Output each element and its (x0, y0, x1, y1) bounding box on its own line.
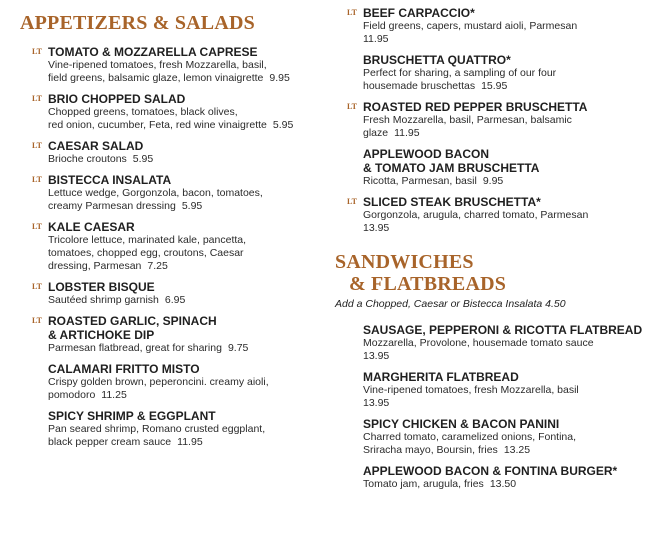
menu-item (335, 6, 645, 46)
item-price: 13.50 (489, 478, 517, 490)
appetizer-list (20, 45, 320, 449)
item-price: 9.95 (482, 175, 504, 187)
item-name: APPLEWOOD BACON & FONTINA BURGER* (363, 464, 618, 478)
item-name: LOBSTER BISQUE (48, 280, 155, 294)
item-description-text: tomatoes, chopped egg, croutons, Caesar (48, 247, 244, 259)
item-description (48, 187, 320, 200)
item-description (363, 127, 645, 140)
item-description (48, 59, 320, 72)
lt-marker: LT (32, 316, 42, 325)
item-description (363, 175, 645, 188)
item-description (48, 72, 320, 85)
item-price: 9.95 (269, 72, 290, 84)
item-description-text: Perfect for sharing, a sampling of our four (363, 67, 557, 79)
lt-marker: LT (347, 197, 357, 206)
item-description-text: Chopped greens, tomatoes, black olives, (48, 106, 238, 118)
item-description-text: black pepper cream sauce (48, 436, 172, 448)
menu-item (20, 362, 320, 402)
item-description-text: Brioche croutons (48, 153, 127, 165)
item-description-text: Sautéed shrimp garnish (48, 294, 159, 306)
item-name: SLICED STEAK BRUSCHETTA* (363, 195, 541, 209)
item-price: 5.95 (181, 200, 203, 212)
item-price: 13.95 (363, 222, 390, 234)
item-name: CAESAR SALAD (48, 139, 144, 153)
section-title-appetizers: APPETIZERS & SALADS (20, 12, 255, 34)
menu-item (335, 147, 645, 188)
item-description (48, 200, 320, 213)
item-description-text: Mozzarella, Provolone, housemade tomato sauce (363, 337, 594, 349)
menu-item (20, 45, 320, 85)
item-price: 11.25 (101, 389, 127, 401)
item-description (363, 384, 645, 397)
menu-item (20, 92, 320, 132)
add-salad-note: Add a Chopped, Caesar or Bistecca Insalata 4.50 (335, 298, 566, 310)
lt-marker: LT (32, 175, 42, 184)
item-description (363, 80, 645, 93)
item-name: BRIO CHOPPED SALAD (48, 92, 186, 106)
item-description-text: Sriracha mayo, Boursin, fries (363, 444, 498, 456)
item-description (363, 478, 645, 491)
menu-item (335, 53, 645, 93)
item-name: SPICY SHRIMP & EGGPLANT (48, 409, 216, 423)
item-description-text: creamy Parmesan dressing (48, 200, 176, 212)
lt-marker: LT (32, 47, 42, 56)
item-description-text: housemade bruschettas (363, 80, 476, 92)
item-price: 13.95 (363, 397, 390, 409)
item-description-text: Charred tomato, caramelized onions, Fontina, (363, 431, 577, 443)
item-name: & ARTICHOKE DIP (48, 328, 155, 342)
item-price: 9.75 (227, 342, 249, 354)
item-description (48, 247, 320, 260)
item-description-text: Parmesan flatbread, great for sharing (48, 342, 222, 354)
item-name: SAUSAGE, PEPPERONI & RICOTTA FLATBREAD (363, 323, 643, 337)
item-price: 13.95 (363, 350, 390, 362)
item-description-text: Ricotta, Parmesan, basil (363, 175, 477, 187)
menu-item (335, 370, 645, 410)
menu-item (20, 173, 320, 213)
item-description-text: Pan seared shrimp, Romano crusted eggplant, (48, 423, 266, 435)
lt-marker: LT (32, 282, 42, 291)
item-description (363, 114, 645, 127)
lt-marker: LT (32, 94, 42, 103)
item-description-text: Vine-ripened tomatoes, fresh Mozzarella, basil (363, 384, 579, 396)
left-column (20, 12, 320, 456)
sandwich-list (335, 323, 645, 491)
section-title-line: & FLATBREADS (349, 273, 507, 295)
item-description-text: Crispy golden brown, peperoncini. creamy aioli, (48, 376, 269, 388)
item-price: 5.95 (132, 153, 154, 165)
section-title-line: SANDWICHES (335, 251, 474, 273)
item-price: 11.95 (177, 436, 203, 448)
item-description-text: Field greens, capers, mustard aioli, Parmesan (363, 20, 578, 32)
right-column (335, 6, 645, 498)
item-description (48, 294, 320, 307)
item-name: TOMATO & MOZZARELLA CAPRESE (48, 45, 258, 59)
menu-item (20, 280, 320, 307)
item-description-text: field greens, balsamic glaze, lemon vinaigrette (48, 72, 264, 84)
item-description (363, 67, 645, 80)
lt-marker: LT (32, 141, 42, 150)
item-description (48, 260, 320, 273)
item-description (363, 20, 645, 33)
menu-item (335, 195, 645, 235)
item-price: 5.95 (272, 119, 294, 131)
item-description-text: dressing, Parmesan (48, 260, 142, 272)
item-description (48, 376, 320, 389)
item-description-text: Fresh Mozzarella, basil, Parmesan, balsamic (363, 114, 572, 126)
item-description (363, 444, 645, 457)
item-name: APPLEWOOD BACON (363, 147, 489, 161)
item-description-text: red onion, cucumber, Feta, red wine vinaigrette (48, 119, 267, 131)
item-description (363, 431, 645, 444)
item-name: & TOMATO JAM BRUSCHETTA (363, 161, 540, 175)
item-price: 7.25 (147, 260, 168, 272)
menu-item (335, 323, 645, 363)
item-description (48, 153, 320, 166)
menu-item (335, 100, 645, 140)
item-name: ROASTED RED PEPPER BRUSCHETTA (363, 100, 588, 114)
menu-item (20, 139, 320, 166)
item-name: MARGHERITA FLATBREAD (363, 370, 519, 384)
item-description (48, 234, 320, 247)
item-price: 11.95 (394, 127, 420, 139)
item-name: SPICY CHICKEN & BACON PANINI (363, 417, 560, 431)
item-description-text: Vine-ripened tomatoes, fresh Mozzarella, basil, (48, 59, 267, 71)
item-price: 13.25 (503, 444, 531, 456)
item-description (48, 119, 320, 132)
menu-item (20, 220, 320, 273)
lt-marker: LT (32, 222, 42, 231)
item-description (363, 209, 645, 222)
item-description (48, 436, 320, 449)
item-price: 11.95 (363, 33, 389, 45)
section-title-sandwiches (335, 251, 645, 295)
item-description-text: Tomato jam, arugula, fries (363, 478, 484, 490)
item-description-text: Gorgonzola, arugula, charred tomato, Parmesan (363, 209, 589, 221)
menu-item (335, 464, 645, 491)
item-price: 15.95 (481, 80, 508, 92)
item-name: CALAMARI FRITTO MISTO (48, 362, 200, 376)
item-description (48, 423, 320, 436)
menu-item (335, 417, 645, 457)
item-description (48, 106, 320, 119)
item-name: BRUSCHETTA QUATTRO* (363, 53, 511, 67)
item-name: BEEF CARPACCIO* (363, 6, 475, 20)
bruschetta-list (335, 6, 645, 235)
item-name: KALE CAESAR (48, 220, 135, 234)
menu-item (20, 314, 320, 355)
lt-marker: LT (347, 8, 357, 17)
menu-item (20, 409, 320, 449)
item-description (48, 342, 320, 355)
item-price: 6.95 (164, 294, 186, 306)
lt-marker: LT (347, 102, 357, 111)
item-description-text: pomodoro (48, 389, 96, 401)
item-description-text: Tricolore lettuce, marinated kale, pancetta, (48, 234, 247, 246)
sandwiches-section (335, 251, 645, 491)
item-description (48, 389, 320, 402)
item-description-text: Lettuce wedge, Gorgonzola, bacon, tomatoes, (48, 187, 263, 199)
item-description (363, 337, 645, 350)
item-name: ROASTED GARLIC, SPINACH (48, 314, 217, 328)
item-description-text: glaze (363, 127, 389, 139)
item-name: BISTECCA INSALATA (48, 173, 172, 187)
